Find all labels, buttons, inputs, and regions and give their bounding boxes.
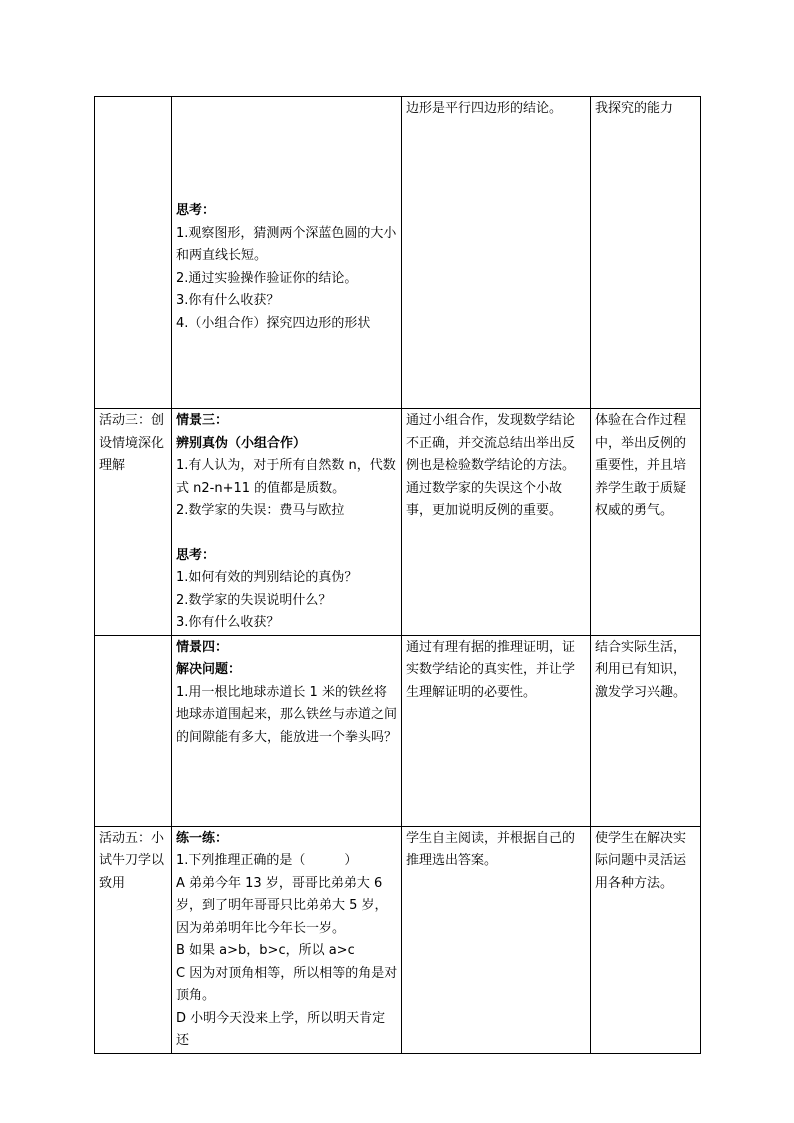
table-row xyxy=(95,635,701,826)
scenario-item: 1.有人认为，对于所有自然数 n，代数式 n2-n+11 的值都是质数。 xyxy=(176,458,396,496)
intent-cell: 学生自主阅读，并根据自己的推理选出答案。 xyxy=(402,826,591,1053)
scenario-subheading: 辨别真伪（小组合作） xyxy=(176,435,307,451)
think-title: 思考： xyxy=(176,203,216,218)
scenario-item: B 如果 a>b，b>c，所以 a>c xyxy=(176,943,355,958)
scenario-heading: 情景四： xyxy=(176,639,229,655)
think-item: 4.（小组合作）探究四边形的形状 xyxy=(176,315,371,331)
design-cell: 使学生在解决实际问题中灵活运用各种方法。 xyxy=(591,826,701,1053)
design-cell: 体验在合作过程中，举出反例的重要性，并且培养学生敢于质疑权威的勇气。 xyxy=(591,409,701,636)
activity-cell: 活动五：小试牛刀学以致用 xyxy=(95,826,172,1053)
scenario-cell xyxy=(172,826,402,1053)
think-item: 1.如何有效的判别结论的真伪？ xyxy=(176,570,358,585)
design-cell: 结合实际生活，利用已有知识，激发学习兴趣。 xyxy=(591,635,701,826)
think-item: 3.你有什么收获？ xyxy=(176,293,280,308)
table-row xyxy=(95,409,701,636)
design-cell: 我探究的能力 xyxy=(591,97,701,409)
scenario-subheading: 解决问题： xyxy=(176,662,242,677)
think-title: 思考： xyxy=(176,547,216,563)
lesson-plan-table xyxy=(94,96,701,1054)
scenario-item: 1.下列推理正确的是（ ） xyxy=(176,853,358,868)
activity-cell xyxy=(95,97,172,409)
intent-cell: 通过有理有据的推理证明，证实数学结论的真实性，并让学生理解证明的必要性。 xyxy=(402,635,591,826)
think-item: 2.数学家的失误说明什么？ xyxy=(176,592,332,608)
scenario-item: 1.用一根比地球赤道长 1 米的铁丝将地球赤道围起来，那么铁丝与赤道之间的间隙能有多大，能放进一个拳头吗？ xyxy=(176,684,398,745)
activity-cell: 活动三：创设情境深化理解 xyxy=(95,409,172,636)
table-row xyxy=(95,97,701,409)
scenario-item: D 小明今天没来上学，所以明天肯定还 xyxy=(176,1010,386,1048)
scenario-cell xyxy=(172,409,402,636)
scenario-item: 2.数学家的失误：费马与欧拉 xyxy=(176,503,345,518)
think-item: 3.你有什么收获？ xyxy=(176,615,280,630)
intent-cell: 通过小组合作，发现数学结论不正确，并交流总结出举出反例也是检验数学结论的方法。通过数学家的失误这个小故事，更加说明反例的重要。 xyxy=(402,409,591,636)
scenario-item: C 因为对顶角相等，所以相等的角是对顶角。 xyxy=(176,965,398,1003)
scenario-item: A 弟弟今年 13 岁，哥哥比弟弟大 6 岁，到了明年哥哥只比弟弟大 5 岁，因为弟弟明年比今年长一岁。 xyxy=(176,875,388,936)
think-item: 2.通过实验操作验证你的结论。 xyxy=(176,270,358,286)
scenario-cell xyxy=(172,635,402,826)
intent-cell: 边形是平行四边形的结论。 xyxy=(402,97,591,409)
scenario-heading: 情景三： xyxy=(176,413,229,428)
scenario-cell xyxy=(172,97,402,409)
activity-cell xyxy=(95,635,172,826)
think-item: 1.观察图形，猜测两个深蓝色圆的大小和两直线长短。 xyxy=(176,225,397,263)
table-row xyxy=(95,826,701,1053)
scenario-heading: 练一练： xyxy=(176,830,229,846)
